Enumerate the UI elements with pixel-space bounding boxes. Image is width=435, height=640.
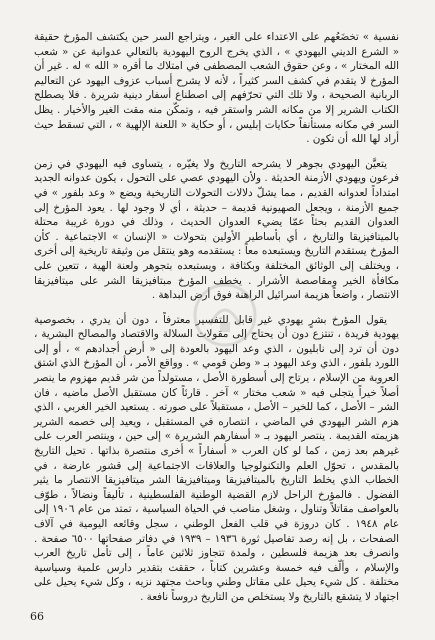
text-body bbox=[34, 30, 399, 605]
paragraph: نفسية » تخضَعُهم على الاعتداء على الغير ، ويتراجع السر حين يكتشف المؤرخ حقيقة « الشرع الديني اليهودي » ، الذي يخرج الروح اليهودية بالتعالي عدوانية عن « شعب الله المختار » ، وعن حقوق الشعب المصطفى في امتلاك ما أقره « الله » له . غير أن المؤرخ لا يتقدم في كشف السر كثيراً ، لأنه لا يشرح أسباب عزوف اليهود عن التعاليم الربانية الصحيحة ، ولا تلك التي تحرّفهم إلى اصطناع أسفار دينية شريرة . فلا يصطلح الكتاب الشرير إلا من مكانه الشر واستقر فيه ، وتمكّن منه مقت الغير والأخيار . يظل السر في مكانه مستأنفاً حكايات إبليس ، أو حكاية « اللعنة الإلهية » ، التي تسقط حيث أراد لها الله أن تكون . bbox=[34, 31, 399, 146]
page-number: 66 bbox=[30, 610, 44, 623]
paragraph-gap bbox=[34, 303, 399, 313]
paragraph: يتعيَّن اليهودي بجوهر لا يشرحه التاريخ ولا يغيّره ، يتساوى فيه اليهودي في زمن فرعون ويهودي الأزمنة الحديثة . ولأن اليهودي عصي على التحول ، يكون عدوانه الجديد امتداداً لعدوانه القديم ، مما يشلّ دلالات التحولات التاريخية ويضع « وعد بلفور » في جميع الأزمنة ، ويجعل الصهيونية قديمة – حديثة ، أي لا وجود لها . يعود المؤرخ إلى العدوان القديم بحثاً عمّا يضيء العدوان الحديث ، وذلك في دورة غريبة محتلة بالميتافيزيقا والتاريخ ، أي بأساطير الأولين بتحولات « الإنسان » الاجتماعية . كأن المؤرخ يستقدم التاريخ ويستبعده معاً : يستقدمه وهو ينتقل من وثيقة تاريخية إلى أخرى ، ويختلف إلى الوثائق المختلفة وبكثافة ، ويستبعده بتجوهر ولعنة الهية ، تتعين على مكافأة الخير ومقاصصة الأشرار . يخطف المؤرخ مبتافيزيقا الشر على ميتافيزيقا الانتصار ، واضعاً هزيمة اسرائيل الراهنة فوق أرض البداهة . bbox=[34, 157, 399, 302]
paragraph: يقول المؤرخ بشرٍ يهودي غير قابل للتفسير معترفاً ، دون أن يدري ، بخصوصية يهودية فريدة ، تنتزع دون أن يحتاج إلى مقولات السلالة والاقتصاد والمصالح البشرية ، دون أن ترد إلى نابليون ، الذي وعد اليهود بالعودة إلى « أرض أجدادهم » ، أو إلى اللورد بلفور ، الذي وعد اليهود بـ « وطن قومي » . وواقع الأمر ، أن المؤرخ الذي اشتق العروبة من الإسلام ، يرتاح إلى أسطورة الأصل ، مستولداً من شر قديم مهزوم ما ينصر أصلاً خيراً يتجلى فيه « شعب مختار » آخر . قارئاً كان مستقبل الأصل ماضيه ، فان الشر – الأصل ، كما للخير – الأصل ، مستقبلاً على صورته . يستعيد الخير الغربي ، الذي هزم الشر اليهودي في الماضي ، انتصاره في المستقبل ، ويعيد إلى خصمه الشرير هزيمته القديمة . ينتصر اليهود بـ « أسفارهم الشريرة » إلى حين ، وينتصر العرب على غيرهم بعد زمن ، كما لو كان العرب « أسفاراً » أخرى منتصرة بذاتها . تحيل التاريخ بالمقدس ، تحوّل العلم والتكنولوجيا والعلاقات الاجتماعية إلى قشور عارضة ، في الخطاب الذي يخلط التاريخ بالميتافيزيقا وميتافيزيقا الشر ميتافيزيقا الانتصار ما يثير الفضول . فالمؤرخ الراحل لازم القضية الوطنية الفلسطينية ، تأليفاً ونضالاً ، طوّف بالعواصف مقاتلاً وتناول ، وشغل مناصب في الحياة السياسية ، تمتد من عام ١٩٠٦ إلى عام ١٩٤٨ . كان دروزة في قلب الفعل الوطني ، سجل وقائعه اليومية في آلاف الصفحات ، بل إنه رصد تفاصيل ثورة ١٩٣٦ – ١٩٣٩ في دفاتر صفحاتها ٦٥٠٠ صفحة . وانصرف بعد هزيمة فلسطين ، ولمدة تتجاوز ثلاثين عاماً ، إلى تأمل تاريخ العرب والإسلام ، وألّف فيه خمسة وعشرين كتاباً ، حققت بتقدير دارس علمية وسياسية مختلفة . كل شيء يحيل على مقاتل وطني وباحث مجتهد نزيه ، وكل شيء يحيل على اجتهاد لا يتشقع بالتاريخ ولا يستخلص من التاريخ دروساً نافعة . bbox=[34, 313, 400, 603]
paragraph-gap bbox=[34, 147, 399, 157]
